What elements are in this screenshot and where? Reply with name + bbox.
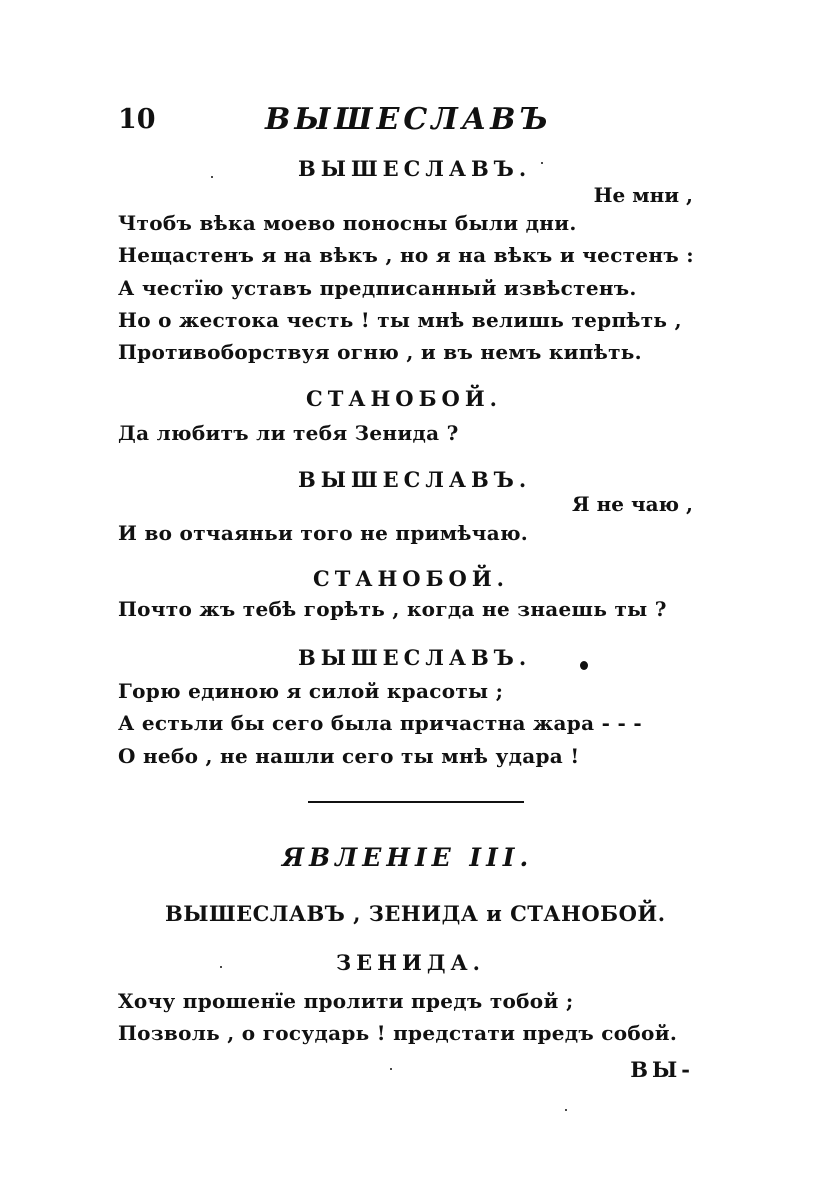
running-title: ВЫШЕСЛАВЪ <box>265 102 553 137</box>
ink-blot <box>580 661 588 670</box>
verse-line: О небо , не нашли сего ты мнѣ удара ! <box>118 744 580 768</box>
speaker-name: ВЫШЕСЛАВЪ. <box>298 467 532 492</box>
verse-line: Да любитъ ли тебя Зенида ? <box>118 421 459 445</box>
verse-line: Чтобъ вѣка моево поносны были дни. <box>118 211 577 235</box>
speaker-name: СТАНОБОЙ. <box>306 386 502 411</box>
page-number: 10 <box>118 104 156 135</box>
verse-line: Позволь , о государь ! предстати предъ собой. <box>118 1021 678 1045</box>
ink-speck <box>390 1068 392 1070</box>
verse-line-right: Я не чаю , <box>572 492 693 516</box>
speaker-name: ВЫШЕСЛАВЪ. <box>298 156 532 181</box>
verse-line: Но о жестока честь ! ты мнѣ велишь терпѣть , <box>118 308 682 332</box>
verse-line-right: Не мни , <box>593 183 693 207</box>
verse-line: А честїю уставъ предписанный извѣстенъ. <box>118 276 637 300</box>
catchword: ВЫ- <box>630 1057 694 1082</box>
verse-line: Хочу прошенїе пролити предъ тобой ; <box>118 989 574 1013</box>
scene-cast: ВЫШЕСЛАВЪ , ЗЕНИДА и СТАНОБОЙ. <box>165 901 666 926</box>
speaker-name: ВЫШЕСЛАВЪ. <box>298 645 532 670</box>
ink-speck <box>220 966 222 968</box>
verse-line: Почто жъ тебѣ горѣть , когда не знаешь ты ? <box>118 597 667 621</box>
section-divider <box>308 801 524 803</box>
verse-line: И во отчаяньи того не примѣчаю. <box>118 521 529 545</box>
verse-line: А естьли бы сего была причастна жара - - - <box>118 711 642 735</box>
ink-speck <box>541 162 543 164</box>
speaker-name: СТАНОБОЙ. <box>313 566 509 591</box>
verse-line: Горю единою я силой красоты ; <box>118 679 504 703</box>
ink-speck <box>211 176 213 178</box>
verse-line: Противоборствуя огню , и въ немъ кипѣть. <box>118 340 642 364</box>
verse-line: Нещастенъ я на вѣкъ , но я на вѣкъ и честенъ : <box>118 243 694 267</box>
ink-speck <box>565 1109 567 1111</box>
speaker-name: ЗЕНИДА. <box>336 950 485 975</box>
scene-title: ЯВЛЕНІЕ III. <box>282 843 534 872</box>
